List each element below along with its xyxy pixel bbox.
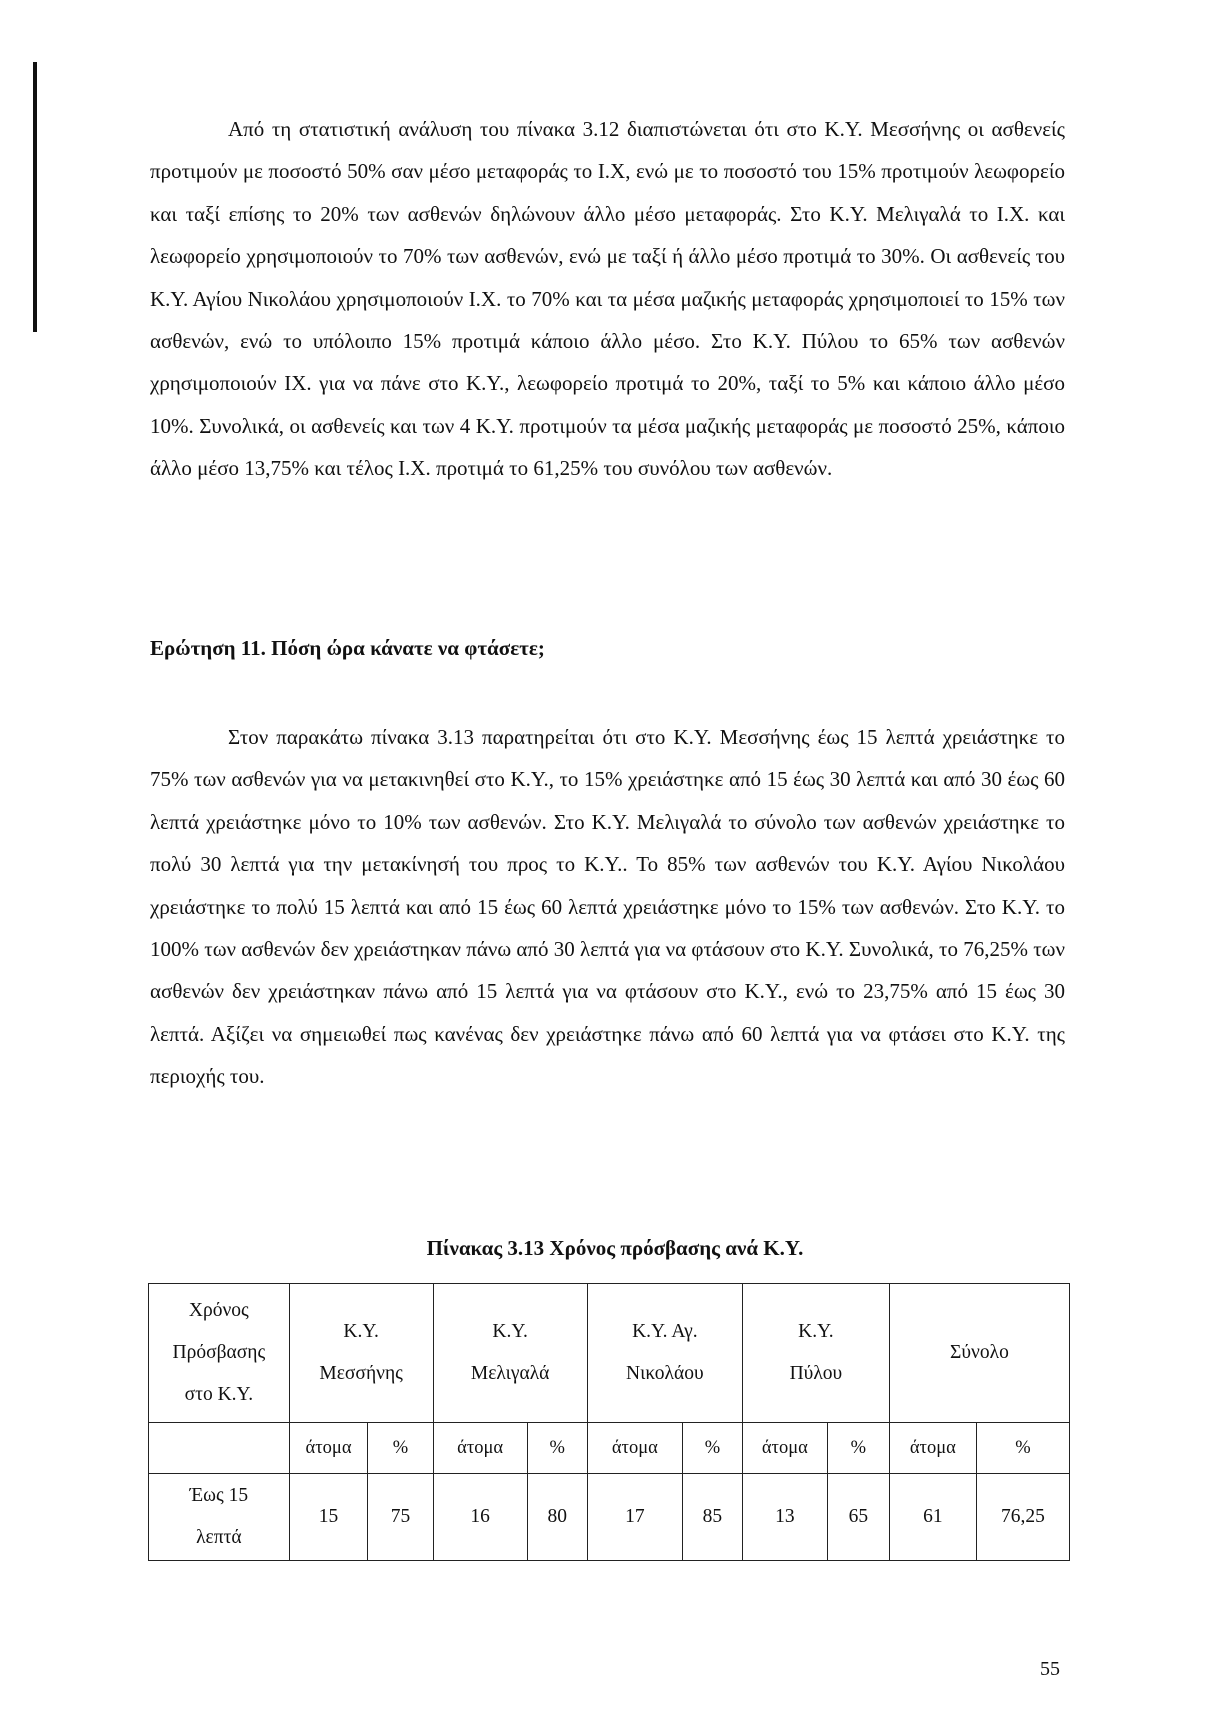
group-line: Κ.Υ. [492, 1321, 528, 1342]
subheader-empty-cell [149, 1423, 290, 1474]
table-cell: 85 [682, 1474, 742, 1561]
header-ky-meligala [433, 1284, 587, 1423]
subheader-count: άτομα [289, 1423, 368, 1474]
access-time-table [148, 1283, 1070, 1561]
subheader-pct: % [682, 1423, 742, 1474]
corner-line: στο Κ.Υ. [184, 1384, 254, 1405]
paragraph-transport-analysis: Από τη στατιστική ανάλυση του πίνακα 3.12 διαπιστώνεται ότι στο Κ.Υ. Μεσσήνης οι ασθενείς προτιμούν με ποσοστό 50% σαν μέσο μεταφοράς το Ι.Χ, ενώ με το ποσοστό του 15% προτιμούν λεωφορείο και ταξί επίσης το 20% των ασθενών δηλώνουν άλλο μέσο μεταφοράς. Στο Κ.Υ. Μελιγαλά το Ι.Χ. και λεωφορείο χρησιμοποιούν το 70% των ασθενών, ενώ με ταξί ή άλλο μέσο προτιμά το 30%. Οι ασθενείς του Κ.Υ. Αγίου Νικολάου χρησιμοποιούν Ι.Χ. το 70% και τα μέσα μαζικής μεταφοράς χρησιμοποιεί το 15% των ασθενών, ενώ το υπόλοιπο 15% προτιμά κάποιο άλλο μέσο. Στο Κ.Υ. Πύλου το 65% των ασθενών χρησιμοποιούν ΙΧ. για να πάνε στο Κ.Υ., λεωφορείο προτιμά το 20%, ταξί το 5% και κάποιο άλλο μέσο 10%. Συνολικά, οι ασθενείς και των 4 Κ.Υ. προτιμούν τα μέσα μαζικής μεταφοράς με ποσοστό 25%, κάποιο άλλο μέσο 13,75% και τέλος Ι.Χ. προτιμά το 61,25% του συνόλου των ασθενών. [150, 117, 1065, 481]
subheader-pct: % [368, 1423, 433, 1474]
table-title: Πίνακας 3.13 Χρόνος πρόσβασης ανά Κ.Υ. [426, 1236, 804, 1260]
subheader-pct: % [976, 1423, 1069, 1474]
paragraph-access-time-analysis: Στον παρακάτω πίνακα 3.13 παρατηρείται ότι στο Κ.Υ. Μεσσήνης έως 15 λεπτά χρειάστηκε το 75% των ασθενών για να μετακινηθεί στο Κ.Υ., το 15% χρειάστηκε από 15 έως 30 λεπτά και από 30 έως 60 λεπτά χρειάστηκε μόνο το 10% των ασθενών. Στο Κ.Υ. Μελιγαλά το σύνολο των ασθενών χρειάστηκε το πολύ 30 λεπτά για την μετακίνησή του προς το Κ.Υ.. Το 85% των ασθενών του Κ.Υ. Αγίου Νικολάου χρειάστηκε το πολύ 15 λεπτά και από 15 έως 60 λεπτά χρειάστηκε μόνο το 15% των ασθενών. Στο Κ.Υ. το 100% των ασθενών δεν χρειάστηκαν πάνω από 30 λεπτά για να φτάσουν στο Κ.Υ. Συνολικά, το 76,25% των ασθενών δεν χρειάστηκαν πάνω από 15 λεπτά για να φτάσουν στο Κ.Υ., ενώ το 23,75% από 15 έως 30 λεπτά. Αξίζει να σημειωθεί πως κανένας δεν χρειάστηκε πάνω από 60 λεπτά για να φτάσει στο Κ.Υ. της περιοχής του. [150, 725, 1065, 1089]
table-cell: 15 [289, 1474, 368, 1561]
row-label-line: Έως 15 [189, 1485, 249, 1506]
group-line: Νικολάου [626, 1363, 704, 1384]
table-cell: 75 [368, 1474, 433, 1561]
table-row [149, 1474, 1070, 1561]
header-ky-agios-nikolaos [587, 1284, 742, 1423]
subheader-count: άτομα [587, 1423, 682, 1474]
group-line: Μελιγαλά [470, 1363, 550, 1384]
group-line: Κ.Υ. [343, 1321, 379, 1342]
subheader-pct: % [527, 1423, 587, 1474]
subheader-count: άτομα [889, 1423, 976, 1474]
table-header-row [149, 1284, 1070, 1423]
table-cell: 16 [433, 1474, 527, 1561]
row-label-cell [149, 1474, 290, 1561]
group-line: Μεσσήνης [319, 1363, 403, 1384]
group-line: Κ.Υ. [798, 1321, 834, 1342]
header-ky-pylos [742, 1284, 889, 1423]
subheader-count: άτομα [433, 1423, 527, 1474]
group-line: Πύλου [789, 1363, 843, 1384]
table-cell: 61 [889, 1474, 976, 1561]
group-line: Κ.Υ. Αγ. [632, 1321, 698, 1342]
table-cell: 80 [527, 1474, 587, 1561]
header-ky-messinis [289, 1284, 433, 1423]
question-heading: Ερώτηση 11. Πόση ώρα κάνατε να φτάσετε; [150, 636, 545, 660]
header-total [889, 1284, 1069, 1423]
table-cell: 76,25 [976, 1474, 1069, 1561]
table-subheader-row [149, 1423, 1070, 1474]
table-cell: 13 [742, 1474, 827, 1561]
table-cell: 17 [587, 1474, 682, 1561]
margin-line [33, 62, 37, 332]
group-line: Σύνολο [950, 1342, 1009, 1363]
corner-line: Πρόσβασης [172, 1342, 266, 1363]
table-cell: 65 [827, 1474, 889, 1561]
corner-line: Χρόνος [188, 1300, 249, 1321]
subheader-pct: % [827, 1423, 889, 1474]
page-number: 55 [1040, 1658, 1060, 1680]
header-corner-cell [149, 1284, 290, 1423]
row-label-line: λεπτά [196, 1527, 242, 1548]
subheader-count: άτομα [742, 1423, 827, 1474]
